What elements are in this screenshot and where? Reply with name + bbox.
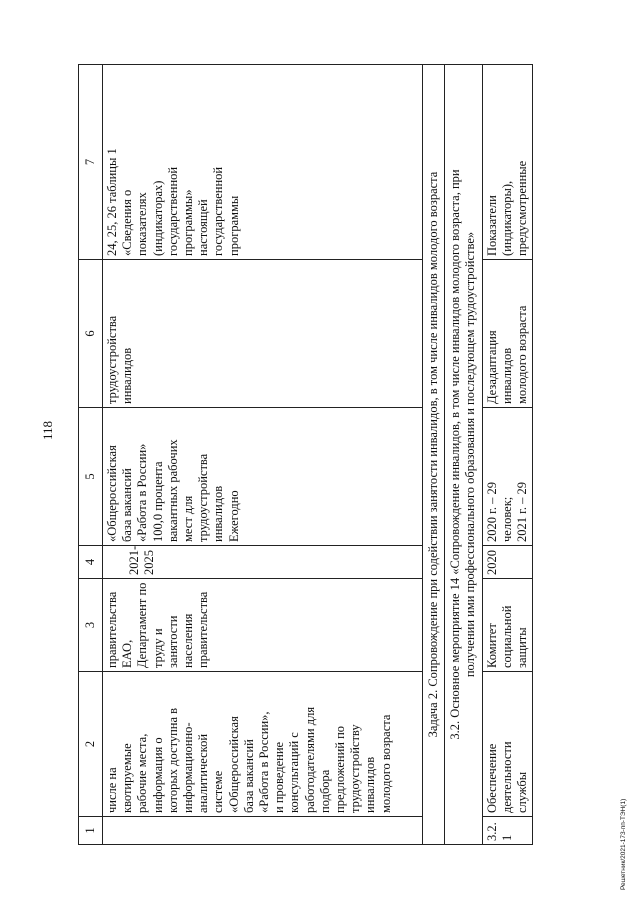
header-col-6: 6 xyxy=(79,260,103,408)
page-number: 118 xyxy=(40,420,55,440)
header-col-3: 3 xyxy=(79,579,103,672)
cell-indicator-link: 24, 25, 26 таблицы 1 «Сведения о показателях (индикаторах) государственной программы» настоящей государственной программы xyxy=(103,65,423,260)
cell-consequence: трудоустройства инвалидов xyxy=(103,260,423,408)
header-col-7: 7 xyxy=(79,65,103,260)
header-col-2: 2 xyxy=(79,672,103,817)
header-col-5: 5 xyxy=(79,408,103,546)
cell-result: 2020 г. – 29 человек; 2021 г. – 29 xyxy=(482,408,533,546)
activity-heading: 3.2. Основное мероприятие 14 «Сопровождение инвалидов, в том числе инвалидов молодого возраста, при получении ими профессионального образования и последующем трудоустройстве» xyxy=(445,65,482,845)
cell-period: 2020 xyxy=(482,546,533,579)
cell-activity-name: Обеспечение деятельности службы xyxy=(482,672,533,817)
cell-number: 3.2.1 xyxy=(482,817,533,845)
header-col-1: 1 xyxy=(79,817,103,845)
header-col-4: 4 xyxy=(79,546,103,579)
task-row xyxy=(423,65,445,845)
table-row-3-2-1 xyxy=(482,65,533,845)
task-heading: Задача 2. Сопровождение при содействии занятости инвалидов, в том числе инвалидов молодого возраста xyxy=(423,65,445,845)
cell-executor: правительства ЕАО, Департамент по труду и занятости населения правительства xyxy=(103,579,423,672)
program-table xyxy=(78,64,533,845)
cell-executor: Комитет социальной защиты xyxy=(482,579,533,672)
document-reference: Решетник/2021-173-пп-ТЭН(1) xyxy=(620,798,627,890)
cell-consequence: Дезадаптация инвалидов молодого возраста xyxy=(482,260,533,408)
rotated-table-page xyxy=(78,65,585,845)
cell-result: «Общероссийская база вакансий «Работа в России» 100,0 процента вакантных рабочих мест для трудоустройства инвалидов Ежегодно xyxy=(103,408,423,546)
cell-number xyxy=(103,817,423,845)
table-row-continued xyxy=(103,65,423,845)
cell-period: 2021- 2025 xyxy=(103,546,423,579)
cell-indicator-link: Показатели (индикаторы), предусмотренные xyxy=(482,65,533,260)
cell-activity-name: числе на квотируемые рабочие места, информация о которых доступна в информационно- аналитической системе «Общероссийская база вакансий «Работа в России», и проведение консультаций с работодателями для подбора предложений по трудоустройству инвалидов молодого возраста xyxy=(103,672,423,817)
column-number-row xyxy=(79,65,103,845)
activity-row xyxy=(445,65,482,845)
